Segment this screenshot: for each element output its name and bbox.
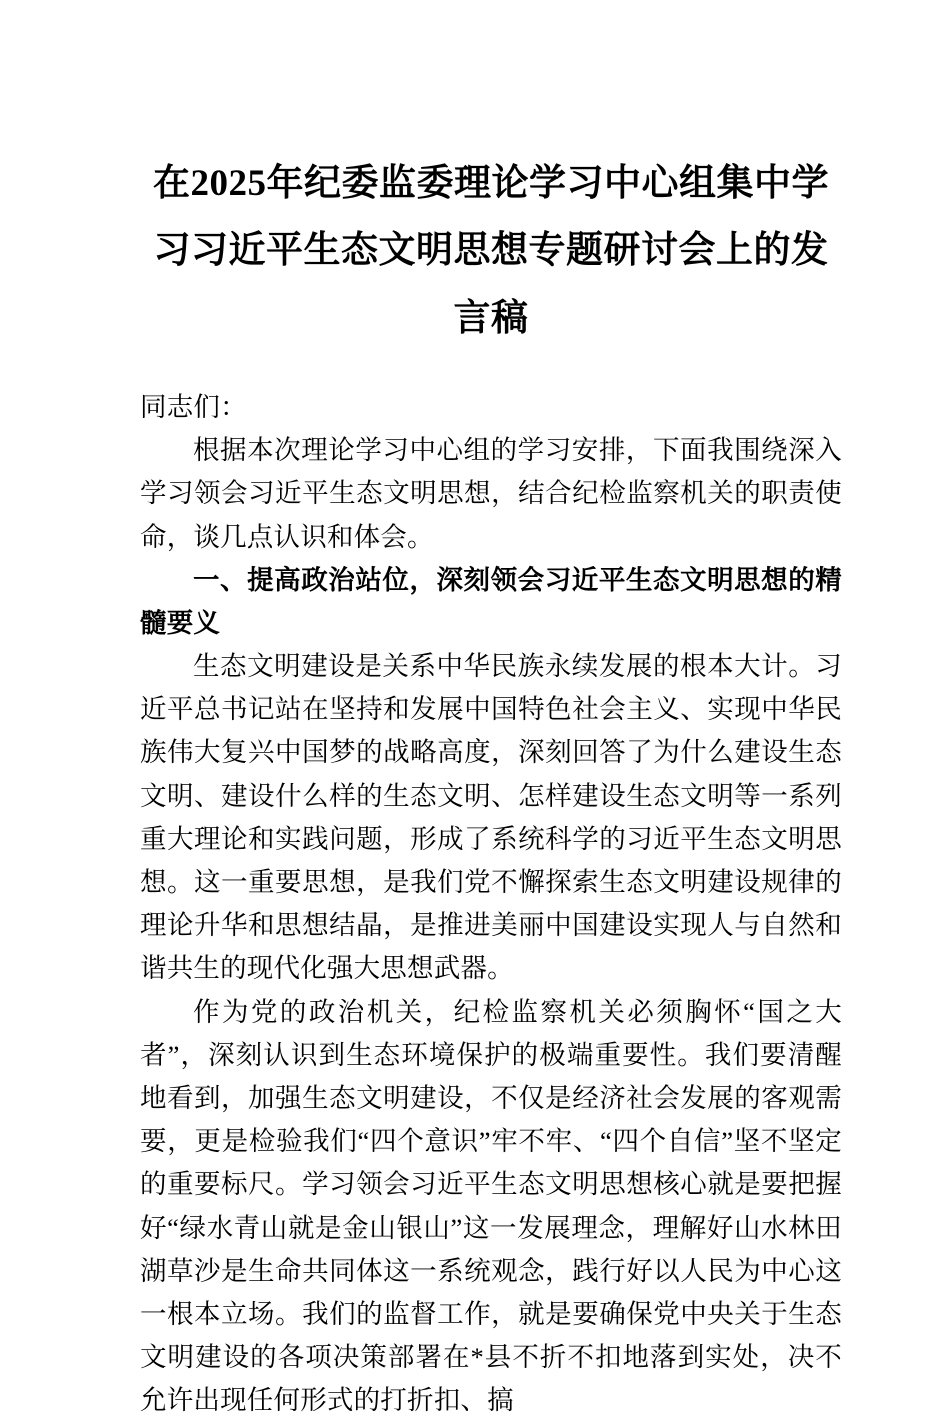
paragraph-intro: 根据本次理论学习中心组的学习安排，下面我围绕深入学习领会习近平生态文明思想，结合纪检监察机关的职责使命，谈几点认识和体会。 xyxy=(140,435,842,552)
section-heading-1: 一、提高政治站位，深刻领会习近平生态文明思想的精髓要义 xyxy=(140,564,842,638)
salutation: 同志们： xyxy=(140,391,247,422)
document-body xyxy=(140,386,842,1422)
page-title: 在2025年纪委监委理论学习中心组集中学习习近平生态文明思想专题研讨会上的发言稿 xyxy=(153,163,829,339)
paragraph-section1-2: 作为党的政治机关，纪检监察机关必须胸怀“国之大者”，深刻认识到生态环境保护的极端重要性。我们要清醒地看到，加强生态文明建设，不仅是经济社会发展的客观需要，更是检验我们“四个意识”牢不牢、“四个自信”坚不坚定的重要标尺。学习领会习近平生态文明思想核心就是要把握好“绿水青山就是金山银山”这一发展理念，理解好山水林田湖草沙是生命共同体这一系统观念，践行好以人民为中心这一根本立场。我们的监督工作，就是要确保党中央关于生态文明建设的各项决策部署在*县不折不扣地落到实处，决不允许出现任何形式的打折扣、搞 xyxy=(140,996,842,1416)
paragraph-section1-1: 生态文明建设是关系中华民族永续发展的根本大计。习近平总书记站在坚持和发展中国特色社会主义、实现中华民族伟大复兴中国梦的战略高度，深刻回答了为什么建设生态文明、建设什么样的生态文明、怎样建设生态文明等一系列重大理论和实践问题，形成了系统科学的习近平生态文明思想。这一重要思想，是我们党不懈探索生态文明建设规律的理论升华和思想结晶，是推进美丽中国建设实现人与自然和谐共生的现代化强大思想武器。 xyxy=(140,651,842,984)
